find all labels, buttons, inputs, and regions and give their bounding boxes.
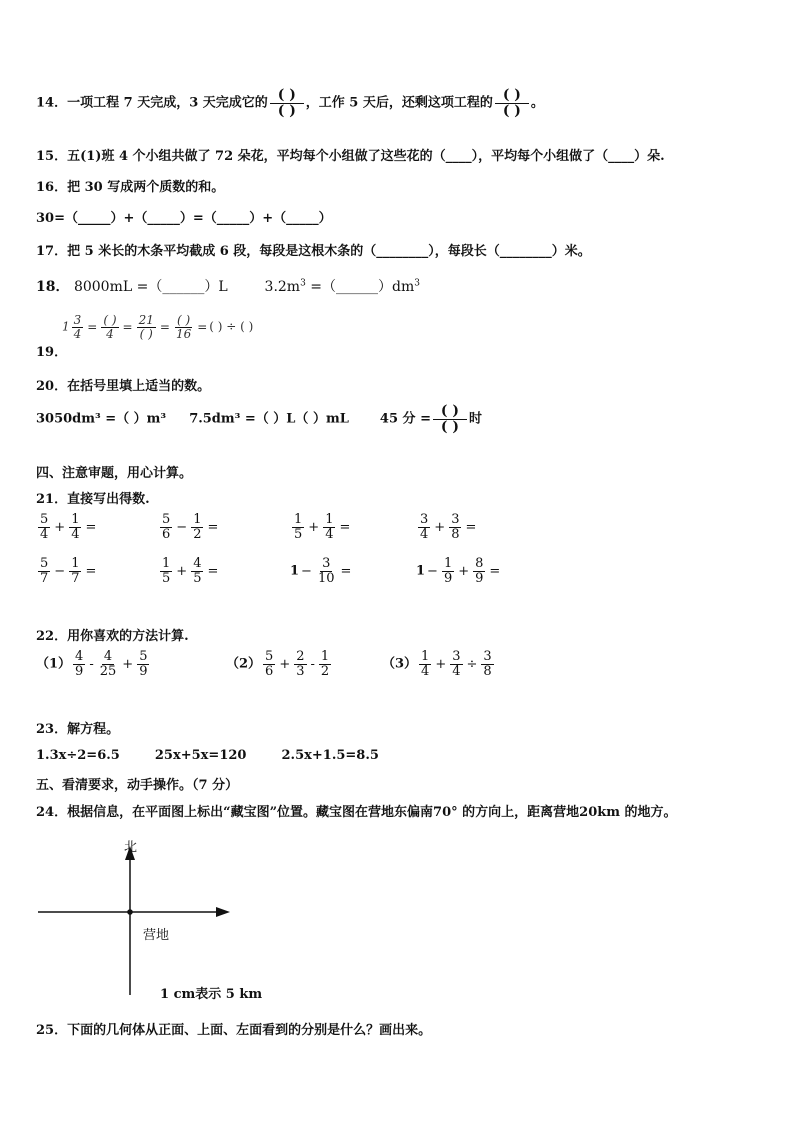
q19-d3: ( ) [139,326,153,341]
q21-frac-b-numerator: 3 [451,512,460,527]
question-18 [36,276,420,296]
q22-frac-c-numerator: 1 [320,649,330,664]
q21-frac-b-denominator: 4 [71,526,80,542]
q14-blank-numerator-2: ( ) [495,88,529,104]
q21-frac-b-denominator: 7 [71,570,80,586]
q20-blank-n: ( ) [433,404,467,420]
q21-equals: = [207,563,219,579]
q21-frac-b-denominator: 5 [193,570,202,586]
q21-frac-a [418,513,430,541]
camp-label: 营地 [143,928,170,943]
q21-frac-a-numerator: 5 [40,556,49,571]
scale-label: 1 cm表示 5 km [160,987,263,1002]
q22-frac-b-denominator: 25 [99,663,117,679]
q20-blank-d: ( ) [440,418,460,435]
q21-frac-a-denominator: 5 [294,526,303,542]
q23-eq-2: 25x+5x=120 [154,748,247,763]
q22-frac-a-numerator: 1 [421,649,430,664]
q22-frac-a-denominator: 4 [421,663,430,679]
q21-frac-a-numerator: 1 [294,512,303,527]
question-19-number: 19． [36,345,68,360]
q21-whole: 1 [290,563,300,579]
q20-fraction-blank [433,404,467,434]
q22-frac-a [73,650,85,678]
q22-label: （2） [226,656,262,672]
q19-tail: ( ) ÷ ( ) [209,319,254,334]
q21-frac-a [160,513,172,541]
q21-frac-b-denominator: 2 [193,526,202,542]
q22-label: （3） [382,656,418,672]
q21-operator: + [54,519,66,535]
q21-frac-b [69,557,81,585]
q22-frac-a-numerator: 5 [265,649,274,664]
q21-frac-a-numerator: 3 [420,512,429,527]
section-5-heading: 五、看清要求，动手操作。（7 分） [36,778,239,793]
q21-item [290,557,353,585]
q21-frac-a-denominator: 6 [162,526,171,542]
question-24: 24．根据信息，在平面图上标出“藏宝图”位置。藏宝图在营地东偏南70° 的方向上，距离营地20km 的地方。 [36,805,677,820]
question-23: 23．解方程。 [36,722,120,737]
q21-frac-b-denominator: 10 [317,570,335,586]
q21-frac-b-numerator: 1 [71,556,80,571]
q22-operator-1: + [435,656,447,672]
question-19-expression [62,314,253,340]
q22-frac-a [263,650,275,678]
q21-equals: = [489,563,501,579]
q22-frac-a [419,650,431,678]
q20-item-c: 45 分 = [379,411,431,427]
q21-frac-a [160,557,172,585]
q21-equals: = [85,519,97,535]
q14-number: 14． [36,95,68,111]
q21-frac-b-denominator: 8 [451,526,460,542]
q22-frac-b [98,650,119,678]
question-20: 20．在括号里填上适当的数。 [36,379,211,394]
q22-frac-b [450,650,462,678]
q14-text-3: 。 [530,95,544,111]
question-25: 25．下面的几何体从正面、上面、左面看到的分别是什么？画出来。 [36,1023,432,1038]
q22-frac-c [137,650,149,678]
q23-eq-1: 1.3x÷2=6.5 [36,748,120,763]
q19-eq-2: = [122,319,133,334]
q19-d4: 16 [175,326,192,341]
q14-text-2: ，工作 5 天后，还剩这项工程的 [305,95,493,111]
q21-item [158,513,220,541]
q22-operator-2: - [310,656,315,672]
q19-n1: 3 [73,313,82,327]
question-22: 22．用你喜欢的方法计算. [36,629,189,644]
q21-frac-b-numerator: 3 [322,556,331,571]
section-4-heading: 四、注意审题，用心计算。 [36,466,193,481]
q21-operator: + [176,563,188,579]
q21-operator: − [176,519,188,535]
q18-part-b [265,279,420,295]
q19-eq-1: = [87,319,98,334]
q18-number: 18． [36,279,70,295]
q22-frac-a-numerator: 4 [75,649,84,664]
question-17: 17．把 5 米长的木条平均截成 6 段，每段是这根木条的（________），每段长（________）米。 [36,244,591,259]
q22-frac-b [294,650,306,678]
q19-d2: 4 [106,326,114,341]
q21-frac-b [316,557,337,585]
question-14 [36,88,544,118]
q22-frac-c-numerator: 5 [139,649,148,664]
q21-frac-b-denominator: 9 [443,570,453,586]
q14-blank-denominator-2: ( ) [502,102,521,119]
q22-frac-b-numerator: 2 [296,649,305,664]
q21-frac-b-numerator: 4 [193,556,202,571]
q21-frac-b [442,557,454,585]
question-15: 15．五(1)班 4 个小组共做了 72 朵花，平均每个小组做了这些花的（____），平均每个小组做了（____）朵. [36,149,665,164]
q18-b-sup2: 3 [414,278,420,289]
q21-frac-a-denominator: 4 [420,526,429,542]
q21-frac-b-denominator: 4 [325,526,334,542]
q22-frac-c-denominator: 9 [139,663,148,679]
question-16: 16．把 30 写成两个质数的和。 [36,180,225,195]
q22-item [226,650,333,678]
q22-frac-c [319,650,331,678]
q21-item [36,557,98,585]
q21-operator: + [434,519,446,535]
q22-operator-2: + [122,656,134,672]
q19-frac-3 [137,314,156,340]
q21-frac-b-numerator: 1 [325,512,334,527]
q20-item-b: 7.5dm³ =（ ）L（ ）mL [189,411,349,427]
q21-equals: = [465,519,477,535]
q19-d1: 4 [73,326,82,341]
q22-operator-1: + [279,656,291,672]
north-label: 北 [124,840,138,855]
q21-item [416,557,502,585]
q21-frac-a [38,513,50,541]
q21-frac-a-denominator: 4 [40,526,49,542]
question-21: 21．直接写出得数. [36,492,150,507]
q21-frac-c-numerator: 8 [475,556,484,571]
q21-frac-c [473,557,485,585]
question-16-equation: 30=（_____）+（_____）=（_____）+（_____） [36,211,332,226]
q19-eq-4: = [197,319,208,334]
question-20-items [36,404,482,434]
q21-frac-a-numerator: 5 [40,512,49,527]
q14-blank-denominator: ( ) [277,102,296,119]
q22-frac-b-numerator: 3 [452,649,461,664]
q21-frac-b [323,513,335,541]
q19-eq-3: = [159,319,170,334]
q22-label: （1） [36,656,72,672]
q21-frac-b [191,557,203,585]
q14-blank-numerator: ( ) [270,88,304,104]
q21-frac-a [292,513,304,541]
q21-operator: − [427,563,438,579]
q21-frac-a-numerator: 1 [162,556,171,571]
q19-frac-4 [174,314,193,340]
q21-frac-a-denominator: 7 [40,570,49,586]
q21-operator: − [54,563,66,579]
q21-frac-b [191,513,203,541]
q19-whole: 1 [62,319,70,334]
q22-frac-c-numerator: 3 [483,649,492,664]
q19-frac-1 [72,314,84,340]
q22-item [382,650,496,678]
compass-diagram [0,830,794,1030]
q22-frac-a-denominator: 6 [265,663,274,679]
q18-b-pre: 3.2m [264,279,301,295]
q21-whole: 1 [416,563,426,579]
q18-b-sup: 3 [300,278,306,289]
q22-operator-2: ÷ [466,656,478,672]
q22-item [36,650,151,678]
q21-frac-b-numerator: 1 [71,512,80,527]
q20-unit: 时 [468,411,482,427]
q21-operator-2: + [458,563,470,579]
q21-frac-c-denominator: 9 [475,570,484,586]
q21-equals: = [340,563,352,579]
q22-frac-b-denominator: 4 [452,663,461,679]
east-arrow-icon [216,907,230,917]
q21-equals: = [339,519,351,535]
q22-frac-c-denominator: 8 [483,663,492,679]
q19-n4: ( ) [176,313,191,327]
q21-equals: = [207,519,219,535]
q14-fraction-blank-1 [270,88,304,118]
q21-item [158,557,220,585]
q21-operator: + [308,519,320,535]
q21-frac-a-numerator: 5 [162,512,171,527]
q22-operator-1: - [89,656,94,672]
q21-item [416,513,478,541]
q22-frac-b-numerator: 4 [103,649,113,664]
q21-frac-b [69,513,81,541]
q21-frac-b-numerator: 1 [443,556,453,571]
q19-frac-2 [101,314,118,340]
q21-frac-b [449,513,461,541]
q21-frac-b-numerator: 1 [193,512,202,527]
q19-n3: 21 [138,313,154,327]
q22-frac-b-denominator: 3 [296,663,305,679]
q22-frac-a-denominator: 9 [75,663,84,679]
q21-frac-a [38,557,50,585]
q18-part-a: 8000mL =（______）L [73,279,228,295]
q21-item [36,513,98,541]
q23-eq-3: 2.5x+1.5=8.5 [281,748,379,763]
q21-item [290,513,352,541]
question-23-equations [36,748,379,763]
q18-b-mid: =（______）dm [305,279,415,295]
q21-equals: = [85,563,97,579]
q21-operator: − [301,563,312,579]
q14-text-1: 一项工程 7 天完成，3 天完成它的 [67,95,268,111]
q21-frac-a-denominator: 5 [162,570,171,586]
q14-fraction-blank-2 [495,88,529,118]
q22-frac-c [481,650,493,678]
q19-n2: ( ) [103,313,117,327]
q22-frac-c-denominator: 2 [320,663,330,679]
camp-point [127,909,133,915]
q20-item-a: 3050dm³ =（ ）m³ [36,411,167,427]
